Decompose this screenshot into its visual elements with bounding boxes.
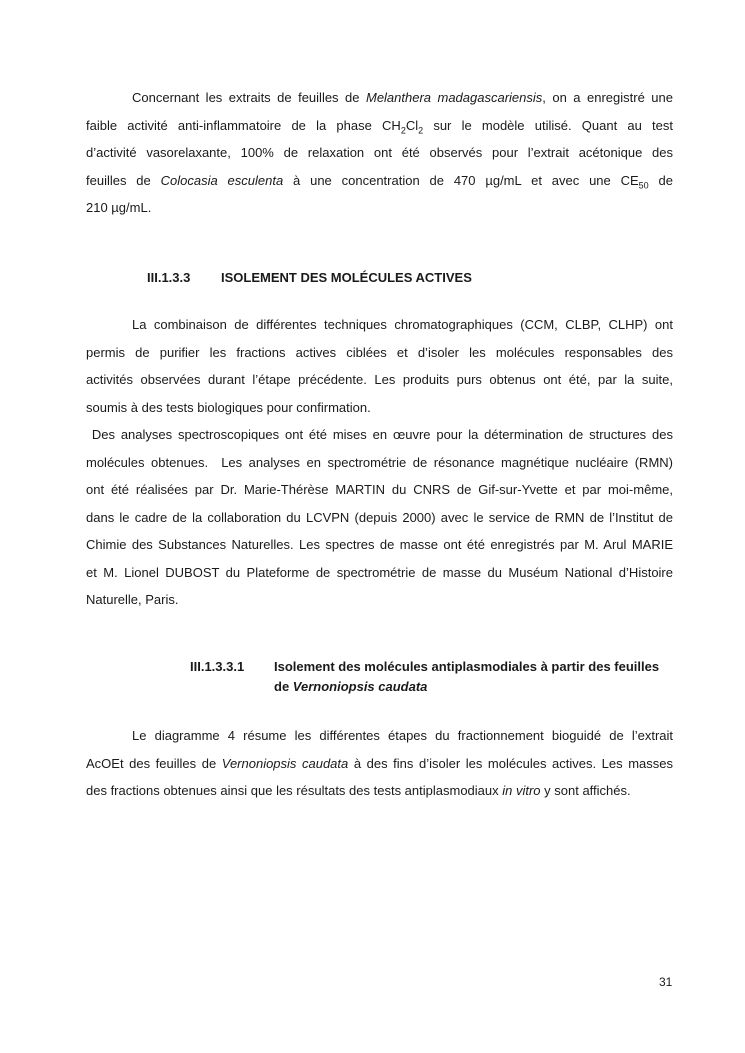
title-line: de (274, 679, 293, 694)
paragraph-melanthera (86, 84, 673, 222)
text-line: Naturelle, Paris. (86, 592, 179, 607)
text-line: activités observées durant l’étape précédente. Les produits purs obtenus ont été, par la suite, (86, 372, 673, 387)
text-line (86, 167, 673, 195)
text-run: AcOEt des feuilles de (86, 755, 222, 771)
text-line: ont été réalisées par Dr. Marie-Thérèse MARTIN du CNRS de Gif-sur-Yvette et par moi-même, (86, 482, 673, 497)
paragraph-diagram (86, 722, 673, 805)
text-line (86, 777, 673, 805)
species-name: Vernoniopsis caudata (292, 679, 428, 694)
text-line: et M. Lionel DUBOST du Plateforme de spectrométrie de masse du Muséum National d’Histoire (86, 564, 673, 580)
italic-term: in vitro (502, 783, 541, 798)
text-line: Chimie des Substances Naturelles. Les spectres de masse ont été enregistrés par M. Arul MARIE (86, 537, 673, 552)
text-run: , on a enregistré une (542, 90, 673, 105)
text-run: à une concentration de 470 µg/mL et avec une CE (283, 172, 639, 188)
subscript: 50 (638, 180, 649, 191)
text-run: feuilles de (86, 172, 161, 188)
text-run: des fractions obtenues ainsi que les résultats des tests antiplasmodiaux (86, 783, 503, 798)
species-name: Melanthera madagascariensis (365, 90, 543, 105)
text-line: Des analyses spectroscopiques ont été mises en œuvre pour la détermination de structures des (86, 427, 673, 442)
title-line: Isolement des molécules antiplasmodiales à partir des feuilles (274, 659, 660, 674)
text-line: soumis à des tests biologiques pour confirmation. (86, 399, 371, 415)
page-number: 31 (659, 975, 673, 989)
text-line: d’activité vasorelaxante, 100% de relaxation ont été observés pour l’extrait acétonique des (86, 145, 673, 160)
section-title: ISOLEMENT DES MOLÉCULES ACTIVES (221, 270, 472, 285)
text-run: faible activité anti-inflammatoire de la phase CH (86, 117, 401, 133)
paragraph-spectroscopy (86, 421, 673, 614)
section-number: III.1.3.3 (147, 270, 191, 285)
subsection-heading (190, 657, 674, 697)
species-name: Colocasia esculenta (160, 172, 284, 188)
subsection-title (274, 657, 674, 697)
section-heading (147, 270, 472, 285)
subsection-number: III.1.3.3.1 (190, 659, 245, 674)
text-line: molécules obtenues. Les analyses en spectrométrie de résonance magnétique nucléaire (RMN) (86, 454, 673, 470)
text-run: sur le modèle utilisé. Quant au test (423, 117, 673, 133)
paragraph-chromatography (86, 311, 673, 421)
text-line (86, 84, 673, 112)
text-run: Concernant les extraits de feuilles de (132, 90, 366, 105)
text-line: Le diagramme 4 résume les différentes étapes du fractionnement bioguidé de l’extrait (132, 728, 673, 743)
text-line: permis de purifier les fractions actives ciblées et d’isoler les molécules responsables des (86, 344, 673, 360)
text-line (86, 112, 673, 140)
text-line: dans le cadre de la collaboration du LCVPN (depuis 2000) avec le service de RMN de l’Institut de (86, 509, 673, 525)
text-run: Cl (405, 117, 419, 133)
subscript: 2 (400, 125, 406, 136)
text-line: 210 µg/mL. (86, 200, 152, 215)
text-run: y sont affichés. (540, 783, 631, 798)
subscript: 2 (418, 125, 424, 136)
text-line: La combinaison de différentes techniques chromatographiques (CCM, CLBP, CLHP) ont (132, 317, 673, 332)
species-name: Vernoniopsis caudata (221, 755, 349, 771)
text-run: de (648, 172, 673, 188)
text-run: à des fins d’isoler les molécules actives. Les masses (348, 755, 673, 771)
text-line (86, 750, 673, 778)
